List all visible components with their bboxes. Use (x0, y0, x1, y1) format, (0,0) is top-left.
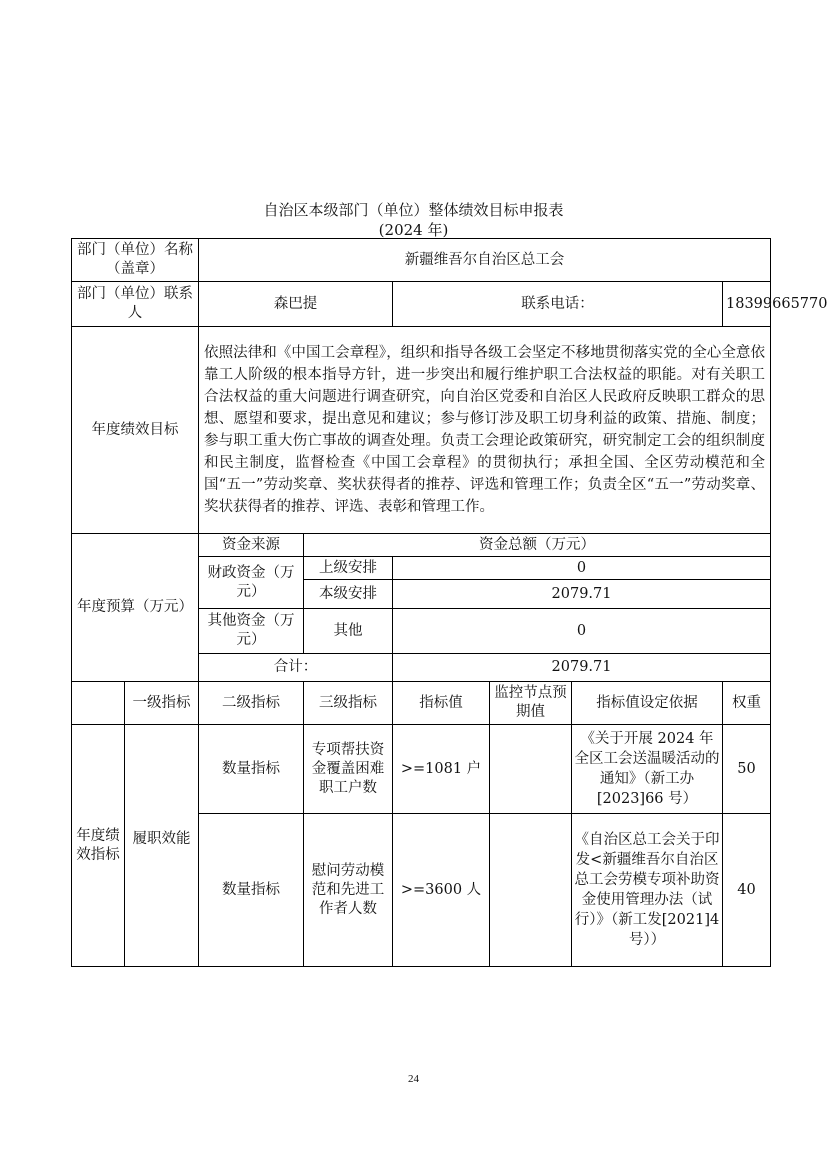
phone-label: 联系电话： (393, 282, 723, 327)
value-header: 指标值 (393, 682, 490, 725)
other-funds-label: 其他资金（万元） (199, 609, 304, 654)
basis-header: 指标值设定依据 (572, 682, 723, 725)
upper-label: 上级安排 (304, 557, 393, 580)
level1-value: 履职效能 (125, 725, 199, 967)
form-title: 自治区本级部门（单位）整体绩效目标申报表 (263, 201, 564, 219)
page-number: 24 (408, 1073, 419, 1085)
other-value: 0 (393, 609, 771, 654)
level3-value: 慰问劳动模范和先进工作者人数 (304, 814, 393, 967)
budget-label: 年度预算（万元） (72, 534, 199, 682)
local-label: 本级安排 (304, 580, 393, 609)
monitor-value (490, 814, 572, 967)
weight-value: 50 (723, 725, 771, 814)
monitor-value (490, 725, 572, 814)
upper-value: 0 (393, 557, 771, 580)
contact-name: 森巴提 (199, 282, 393, 327)
goal-label: 年度绩效目标 (72, 327, 199, 534)
indicator-value: >=1081 户 (393, 725, 490, 814)
dept-label: 部门（单位）名称（盖章） (72, 239, 199, 282)
goal-text: 依照法律和《中国工会章程》，组织和指导各级工会坚定不移地贯彻落实党的全心全意依靠工人阶级的根本指导方针，进一步突出和履行维护职工合法权益的职能。对有关职工合法权益的重大问题进行调查研究，向自治区党委和自治区人民政府反映职工群众的思想、愿望和要求，提出意见和建议；参与修订涉及职工切身利益的政策、措施、制度；参与职工重大伤亡事故的调查处理。负责工会理论政策研究，研究制定工会的组织制度和民主制度，监督检查《中国工会章程》的贯彻执行；承担全国、全区劳动模范和全国“五一”劳动奖章、奖状获得者的推荐、评选和管理工作；负责全区“五一”劳动奖章、奖状获得者的推荐、评选、表彰和管理工作。 (199, 327, 771, 534)
total-label: 合计： (199, 654, 393, 682)
contact-label: 部门（单位）联系人 (72, 282, 199, 327)
phone-value: 18399665770 (723, 282, 771, 327)
level3-value: 专项帮扶资金覆盖困难职工户数 (304, 725, 393, 814)
level1-header: 一级指标 (125, 682, 199, 725)
dept-row (72, 239, 771, 282)
level2-header: 二级指标 (199, 682, 304, 725)
dept-value: 新疆维吾尔自治区总工会 (199, 239, 771, 282)
amount-header: 资金总额（万元） (304, 534, 771, 557)
weight-header: 权重 (723, 682, 771, 725)
goal-row (72, 327, 771, 534)
section-label: 年度绩效指标 (72, 725, 125, 967)
source-header: 资金来源 (199, 534, 304, 557)
monitor-header: 监控节点预期值 (490, 682, 572, 725)
budget-header-row (72, 534, 771, 557)
level3-header: 三级指标 (304, 682, 393, 725)
level2-value: 数量指标 (199, 814, 304, 967)
other-sub-label: 其他 (304, 609, 393, 654)
indicator-row (72, 725, 771, 814)
performance-goal-table (71, 238, 827, 967)
basis-value: 《自治区总工会关于印发<新疆维吾尔自治区总工会劳模专项补助资金使用管理办法（试行）》（新工发[2021]4 号）） (572, 814, 723, 967)
weight-value: 40 (723, 814, 771, 967)
indicator-header-row (72, 682, 771, 725)
basis-value: 《关于开展 2024 年全区工会送温暖活动的通知》（新工办[2023]66 号） (572, 725, 723, 814)
contact-row (72, 282, 771, 327)
indicator-value: >=3600 人 (393, 814, 490, 967)
form-year: (2024 年) (378, 221, 449, 239)
indicator-header-blank (72, 682, 125, 725)
local-value: 2079.71 (393, 580, 771, 609)
fiscal-funds-label: 财政资金（万元） (199, 557, 304, 609)
level2-value: 数量指标 (199, 725, 304, 814)
total-value: 2079.71 (393, 654, 771, 682)
